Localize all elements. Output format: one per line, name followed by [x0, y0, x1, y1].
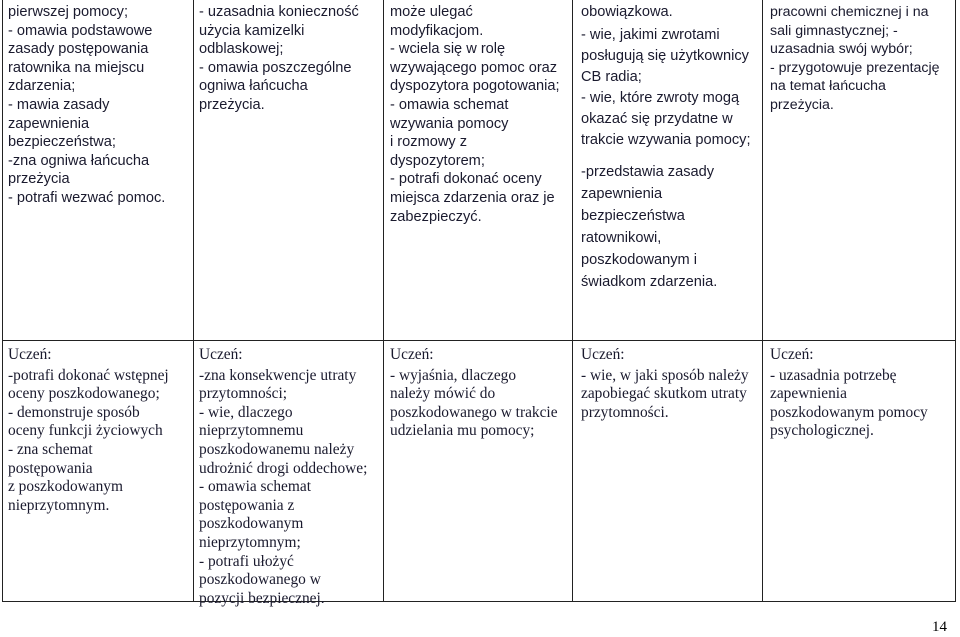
cell-line: Uczeń:	[199, 346, 243, 363]
cell-line: obowiązkowa.	[581, 4, 673, 20]
cell-line: przytomności.	[581, 403, 669, 421]
cell-line: bezpieczeństwa	[581, 207, 685, 224]
cell-line: psychologicznej.	[770, 422, 874, 440]
cell-line: ogniwa łańcucha	[199, 78, 308, 95]
cell-line: zabezpieczyć.	[390, 208, 482, 225]
cell-line: postępowania z	[199, 496, 295, 514]
cell-line: Uczeń:	[8, 346, 52, 363]
table-divider-3	[572, 0, 573, 602]
cell-line: udrożnić drogi oddechowe;	[199, 459, 368, 477]
cell-line: - mawia zasady	[8, 96, 110, 113]
cell-line: -potrafi dokonać wstępnej	[8, 366, 169, 384]
cell-line: zapobiegać skutkom utraty	[581, 385, 747, 403]
cell-line: dyspozytorem;	[390, 152, 485, 169]
table-cell-r1-c5	[770, 3, 940, 115]
cell-line: Uczeń:	[390, 346, 434, 363]
cell-line: zapewnienia	[770, 385, 847, 403]
cell-line: przeżycia	[8, 171, 70, 188]
table-cell-r2-c5	[770, 346, 928, 441]
table-border-right	[955, 0, 956, 602]
cell-line: oceny funkcji życiowych	[8, 422, 163, 440]
cell-line: wzywającego pomoc oraz	[390, 59, 558, 76]
cell-line: - wciela się w rolę	[390, 41, 506, 58]
cell-line: Uczeń:	[770, 346, 814, 363]
cell-line: - omawia schemat	[199, 478, 311, 496]
cell-line: przeżycia.	[770, 96, 834, 113]
cell-line: - omawia poszczególne	[199, 59, 352, 76]
cell-line: oceny poszkodowanego;	[8, 385, 160, 403]
table-cell-r2-c3	[390, 346, 558, 441]
cell-line: - wie, które zwroty mogą	[581, 89, 740, 106]
cell-line: poszkodowanego w trakcie	[390, 403, 558, 421]
cell-line: postępowania	[8, 459, 93, 477]
cell-line: - uzasadnia potrzebę	[770, 366, 897, 384]
cell-line: należy mówić do	[390, 385, 496, 403]
cell-line: dyspozytora pogotowania;	[390, 78, 560, 95]
cell-line: świadkom zdarzenia.	[581, 273, 718, 290]
table-border-bottom	[2, 601, 956, 602]
table-cell-r2-c2	[199, 346, 367, 608]
cell-line: sali gimnastycznej; -	[770, 22, 898, 39]
cell-line: - demonstruje sposób	[8, 403, 140, 421]
cell-line: - uzasadnia konieczność	[199, 4, 359, 20]
cell-line: pozycji bezpiecznej.	[199, 589, 325, 607]
cell-line: - wie, jakimi zwrotami	[581, 26, 720, 43]
cell-line: posługują się użytkownicy	[581, 47, 749, 64]
cell-line: bezpieczeństwa;	[8, 134, 116, 151]
cell-line: - wyjaśnia, dlaczego	[390, 366, 517, 384]
cell-line: modyfikacjom.	[390, 22, 484, 39]
cell-line: przeżycia.	[199, 96, 265, 113]
table-divider-2	[383, 0, 384, 602]
cell-line: i rozmowy z	[390, 134, 468, 151]
table-cell-r1-c3	[390, 3, 560, 226]
cell-line: udzielania mu pomocy;	[390, 422, 535, 440]
cell-line: pierwszej pomocy;	[8, 4, 129, 20]
cell-line: poszkodowanym	[199, 515, 304, 533]
cell-line: - potrafi dokonać oceny	[390, 171, 542, 188]
cell-line: ratownika na miejscu	[8, 59, 145, 76]
cell-line: zapewnienia	[581, 185, 663, 202]
row-divider	[2, 340, 956, 341]
table-cell-r2-c4	[581, 346, 749, 422]
cell-line: Uczeń:	[581, 346, 625, 363]
cell-line: zapewnienia	[8, 115, 90, 132]
cell-line: odblaskowej;	[199, 41, 284, 58]
cell-line: trakcie wzywania pomocy;	[581, 131, 751, 148]
cell-line: -zna ogniwa łańcucha	[8, 152, 150, 169]
cell-line: -przedstawia zasady	[581, 163, 715, 180]
table-cell-r2-c1	[8, 346, 169, 515]
cell-line: okazać się przydatne w	[581, 110, 733, 127]
cell-line: użycia kamizelki	[199, 22, 305, 39]
cell-line: poszkodowanego w	[199, 571, 321, 589]
table-cell-r1-c1	[8, 3, 165, 208]
table-divider-1	[193, 0, 194, 602]
table-divider-4	[762, 0, 763, 602]
table-cell-r1-c2	[199, 3, 359, 115]
cell-line: miejsca zdarzenia oraz je	[390, 189, 555, 206]
cell-line: przytomności;	[199, 385, 288, 403]
cell-line: poszkodowanym i	[581, 251, 697, 268]
table-border-left	[2, 0, 3, 602]
cell-line: - omawia schemat	[390, 96, 509, 113]
cell-line: poszkodowanym pomocy	[770, 403, 928, 421]
cell-line: - potrafi wezwać pomoc.	[8, 189, 166, 206]
cell-line: - przygotowuje prezentację	[770, 59, 940, 76]
cell-line: nieprzytomnym.	[8, 496, 110, 514]
cell-line: uzasadnia swój wybór;	[770, 41, 913, 58]
cell-line: - omawia podstawowe	[8, 22, 153, 39]
cell-line: ratownikowi,	[581, 229, 662, 246]
cell-line: nieprzytomnym;	[199, 533, 301, 551]
cell-line: - wie, w jaki sposób należy	[581, 366, 749, 384]
cell-line: zdarzenia;	[8, 78, 76, 95]
cell-line: zasady postępowania	[8, 41, 149, 58]
cell-line: - potrafi ułożyć	[199, 552, 294, 570]
page-number: 14	[932, 619, 947, 635]
cell-line: nieprzytomnemu	[199, 422, 304, 440]
cell-line: na temat łańcucha	[770, 78, 886, 95]
cell-line: z poszkodowanym	[8, 478, 123, 496]
cell-line: - zna schemat	[8, 440, 93, 458]
cell-line: -zna konsekwencje utraty	[199, 366, 357, 384]
cell-line: pracowni chemicznej i na	[770, 4, 929, 20]
cell-line: może ulegać	[390, 4, 473, 20]
cell-line: CB radia;	[581, 68, 642, 85]
cell-line: wzywania pomocy	[390, 115, 509, 132]
cell-line: poszkodowanemu należy	[199, 440, 355, 458]
cell-line: - wie, dlaczego	[199, 403, 293, 421]
table-cell-r1-c4	[581, 3, 751, 293]
